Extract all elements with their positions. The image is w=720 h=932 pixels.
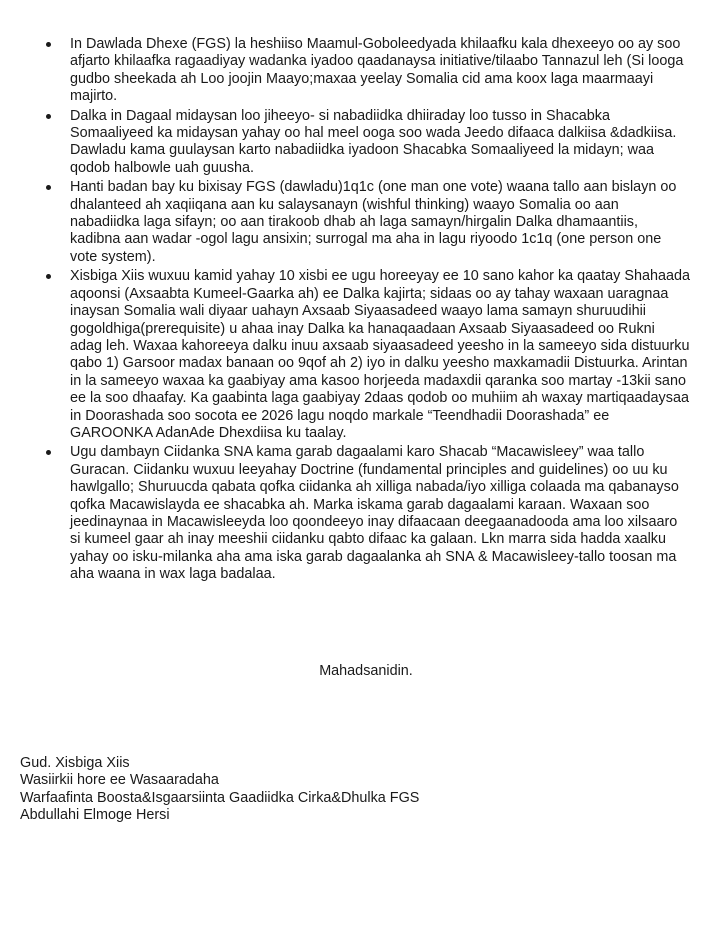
bullet-text: Hanti badan bay ku bixisay FGS (dawladu)1q1c (one man one vote) waana tallo aan bislayn oo dhalanteed ah xaqiiqana aan ku salaysanayn (wishful thinking) waayo Somalia oo aan nabadiidka laga sifayn; oo aan tirakoob dhab ah laga samayn/hirgalin Dalka dhamaantiis, kadibna aan wadar -ogol lagu ansixin; surrogal ma aha in lagu riyoodo 1c1q (one person one vote system). xyxy=(70,179,677,265)
bullet-item xyxy=(30,444,690,583)
bullet-text: Dalka in Dagaal midaysan loo jiheeyo- si nabadiidka dhiiraday loo tusso in Shacabka Somaaliyeed ka midaysan yahay oo hal meel ooga soo wada Jeedo difaaca dalkiisa &dadkiisa. Dawladu kama guulaysan karto nabadiidka iyadoon Shacabka Somaaliyeed la midayn; waa qodob halbowle uah guusha. xyxy=(70,107,677,176)
bullet-text: In Dawlada Dhexe (FGS) la heshiiso Maamul-Goboleedyada khilaafku kala dhexeeyo oo ay soo afjarto khilaafka ragaadiyay wadanka iyadoo qaadanaysa initiative/tilaabo Tannazul leh (Si looga gudbo sheekada ah Loo joojin Maayo;maxaa yeelay Somalia cid ama koox laga maarmaayi majirto. xyxy=(70,36,684,105)
bullet-icon xyxy=(46,274,51,279)
bullet-item xyxy=(30,108,690,178)
signature-block xyxy=(20,755,419,825)
bullet-item xyxy=(30,36,690,106)
bullet-text: Ugu dambayn Ciidanka SNA kama garab dagaalami karo Shacab “Macawisleey” waa tallo Guracan. Ciidanku wuxuu leeyahay Doctrine (fundamental principles and guidelines) oo uu ku hawlgallo; Shuruucda qabata qofka ciidanka ah xilliga nabada/iyo xilliga colaada ma qabanayso qofka Macawislayda ee shacabka ah. Marka iskama garab dagaalami karaan. Waxaan soo jeedinaynaa in Macawisleeyda loo qoondeeyo inay difaacaan deegaanadooda ama loo xilsaaro si kumeel gaar ah inay meeshii ciidanku qabto difaac ka galaan. Lkn marra sida hadda xaalku yahay oo isku-milanka aha ama iska garab dagaalanka ah SNA & Macawisleey-tallo toosan ma aha waana in wax laga badalaa. xyxy=(70,444,679,583)
signature-line: Warfaafinta Boosta&Isgaarsiinta Gaadiidka Cirka&Dhulka FGS xyxy=(20,789,420,806)
signature-name: Abdullahi Elmoge Hersi xyxy=(20,807,170,824)
bullet-icon xyxy=(46,185,51,190)
bullet-icon xyxy=(46,42,51,47)
closing-text: Mahadsanidin. xyxy=(319,663,413,679)
bullet-item xyxy=(30,268,690,442)
bullet-icon xyxy=(46,114,51,119)
signature-line: Wasiirkii hore ee Wasaaradaha xyxy=(20,772,219,789)
bullet-icon xyxy=(46,450,51,455)
signature-line: Gud. Xisbiga Xiis xyxy=(20,755,130,771)
bullet-list xyxy=(30,36,690,586)
bullet-item xyxy=(30,179,690,266)
bullet-text: Xisbiga Xiis wuxuu kamid yahay 10 xisbi ee ugu horeeyay ee 10 sano kahor ka qaatay Shahaada aqoonsi (Axsaabta Kumeel-Gaarka ah) ee Dalka kajirta; sidaas oo ay tahay waxaan uaragnaa inaysan Somalia wali diyaar uahayn Axsaab Siyaasadeed waayo lama samayn shuruudihii gogoldhiga(prerequisite) u ahaa inay Dalka ka hanaqaadaan Axsaab Siyaasadeed oo Rukni adag leh. Waxaa kahoreeya dalku inuu axsaab siyaasadeed yeesho in la sameeyo sida distuurku qabo 1) Garsoor madax banaan oo 9qof ah 2) iyo in dalku yeesho maxkamadii Distuurka. Arintan in la sameeyo waxaa ka gaabiyay ama kasoo horjeeda madaxdii qaranka soo martay -13kii sano ee la soo dhaafay. Ka gaabinta laga gaabiyay 2daas qodob oo muhiim ah waxay martiqaadaysaa in Doorashada soo socota ee 2026 lagu noqdo markale “Teendhadii Doorashada” ee GAROONKA AdanAde Dhexdiisa ku taalay. xyxy=(70,268,690,441)
